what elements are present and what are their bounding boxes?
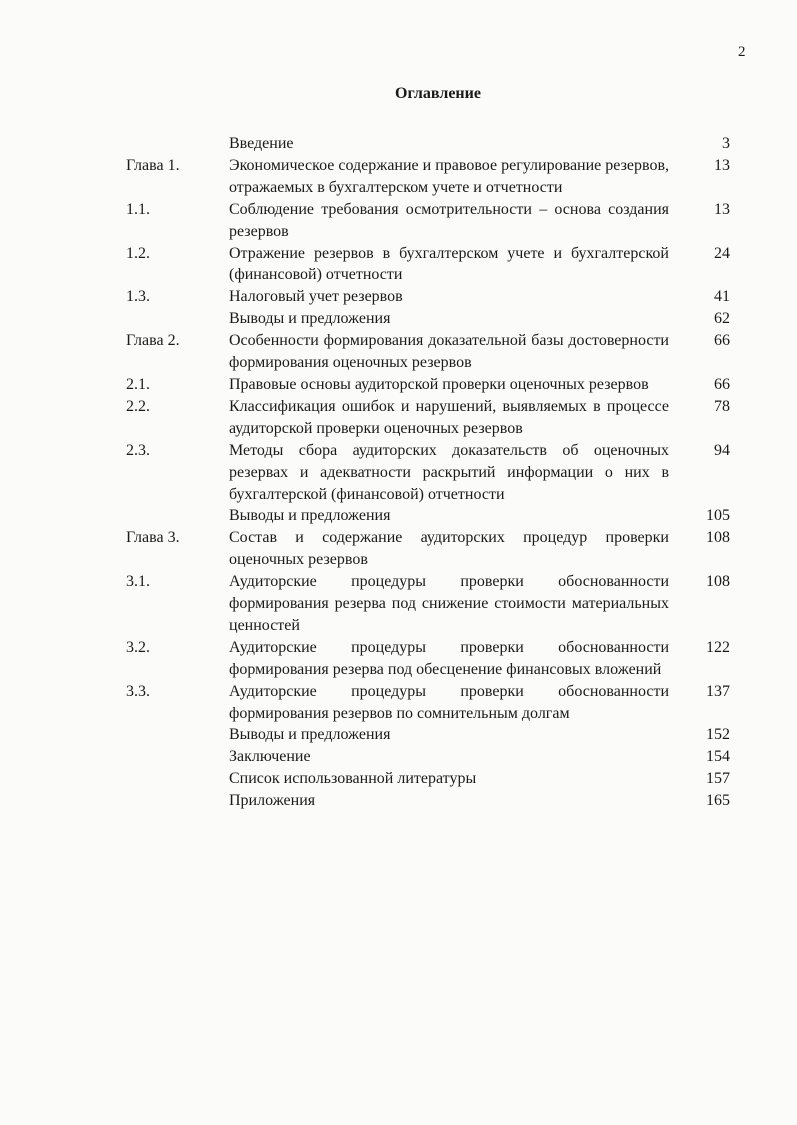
toc-entry: [0, 681, 797, 725]
toc-entry-page: 108: [706, 573, 730, 591]
toc-entry-title: Список использованной литературы: [229, 770, 477, 788]
toc-entry-title: Состав и содержание аудиторских процедур проверки оценочных резервов: [229, 529, 669, 569]
toc-entry-page: 24: [714, 244, 730, 262]
toc-entry: [0, 637, 797, 681]
toc-entry-page: 62: [714, 310, 730, 328]
toc-entry-label: Глава 3.: [126, 529, 180, 547]
toc-entry-label: 1.1.: [126, 200, 150, 218]
toc-entry: [0, 724, 797, 746]
toc-entry-label: 3.2.: [126, 638, 150, 656]
toc-entry-title: Экономическое содержание и правовое регулирование резервов, отражаемых в бухгалтерском учете и отчетности: [229, 156, 669, 196]
toc-entry-title: Аудиторские процедуры проверки обоснованности формирования резерва под снижение стоимости материальных ценностей: [229, 573, 669, 634]
toc-entry-title: Аудиторские процедуры проверки обоснованности формирования резерва под обесценение финансовых вложений: [229, 638, 669, 678]
toc-entry-page: 3: [722, 135, 730, 152]
toc-entry-page: 108: [706, 529, 730, 547]
toc-entry: [0, 768, 797, 790]
toc-entry-title: Особенности формирования доказательной базы достоверности формирования оценочных резервов: [229, 332, 669, 372]
toc-entry-title: Отражение резервов в бухгалтерском учете и бухгалтерской (финансовой) отчетности: [229, 244, 669, 284]
toc-entry-title: Соблюдение требования осмотрительности – основа создания резервов: [229, 200, 669, 240]
toc-entry: [0, 527, 797, 571]
toc-entry-label: 2.2.: [126, 397, 150, 415]
toc-entry-title: Приложения: [229, 792, 316, 810]
toc-entry-label: Глава 1.: [126, 156, 180, 174]
page-title: Оглавление: [395, 85, 481, 102]
toc-entry-page: 13: [714, 156, 730, 174]
toc-entry: [0, 286, 797, 308]
toc-entry-page: 137: [706, 682, 730, 700]
toc-entry-title: Выводы и предложения: [229, 507, 391, 525]
toc-entry-label: 1.3.: [126, 288, 150, 306]
toc-entry: [0, 374, 797, 396]
toc-entry-page: 152: [706, 726, 730, 744]
toc-entry-label: 2.3.: [126, 441, 150, 459]
toc-entry-page: 105: [706, 507, 730, 525]
toc-entry-label: 3.3.: [126, 682, 150, 700]
table-of-contents: [0, 133, 797, 812]
toc-entry: [0, 243, 797, 287]
toc-entry: [0, 790, 797, 812]
toc-entry-title: Заключение: [229, 748, 311, 766]
toc-entry: [0, 199, 797, 243]
toc-entry-page: 13: [714, 200, 730, 218]
toc-entry-title: Методы сбора аудиторских доказательств об оценочных резервах и адекватности раскрытий информации о них в бухгалтерской (финансовой) отчетности: [229, 441, 669, 503]
toc-entry-page: 154: [706, 748, 730, 766]
toc-entry-title: Аудиторские процедуры проверки обоснованности формирования резервов по сомнительным долгам: [229, 682, 669, 722]
toc-entry: [0, 440, 797, 506]
toc-entry-label: 1.2.: [126, 244, 150, 262]
toc-entry: [0, 746, 797, 768]
toc-entry-label: 2.1.: [126, 375, 150, 393]
toc-entry-page: 66: [714, 375, 730, 393]
toc-entry-page: 94: [714, 441, 730, 459]
toc-entry-page: 165: [706, 792, 730, 810]
toc-entry: [0, 571, 797, 637]
toc-entry: [0, 505, 797, 527]
toc-entry-title: Выводы и предложения: [229, 726, 391, 744]
toc-entry-page: 78: [714, 397, 730, 415]
toc-entry-title: Выводы и предложения: [229, 310, 391, 328]
toc-entry-label: Глава 2.: [126, 332, 180, 350]
toc-entry-label: 3.1.: [126, 573, 150, 591]
toc-entry-page: 66: [714, 332, 730, 350]
toc-entry-page: 157: [706, 770, 730, 788]
toc-entry: [0, 330, 797, 374]
toc-entry: [0, 308, 797, 330]
toc-entry: [0, 396, 797, 440]
toc-entry-title: Введение: [229, 135, 294, 152]
toc-entry-title: Налоговый учет резервов: [229, 288, 403, 306]
toc-entry-title: Классификация ошибок и нарушений, выявляемых в процессе аудиторской проверки оценочных резервов: [229, 397, 669, 437]
toc-entry-title: Правовые основы аудиторской проверки оценочных резервов: [229, 375, 649, 393]
toc-entry: [0, 133, 797, 155]
page-number: 2: [738, 44, 746, 60]
toc-entry: [0, 155, 797, 199]
toc-entry-page: 122: [706, 638, 730, 656]
toc-entry-page: 41: [714, 288, 730, 306]
